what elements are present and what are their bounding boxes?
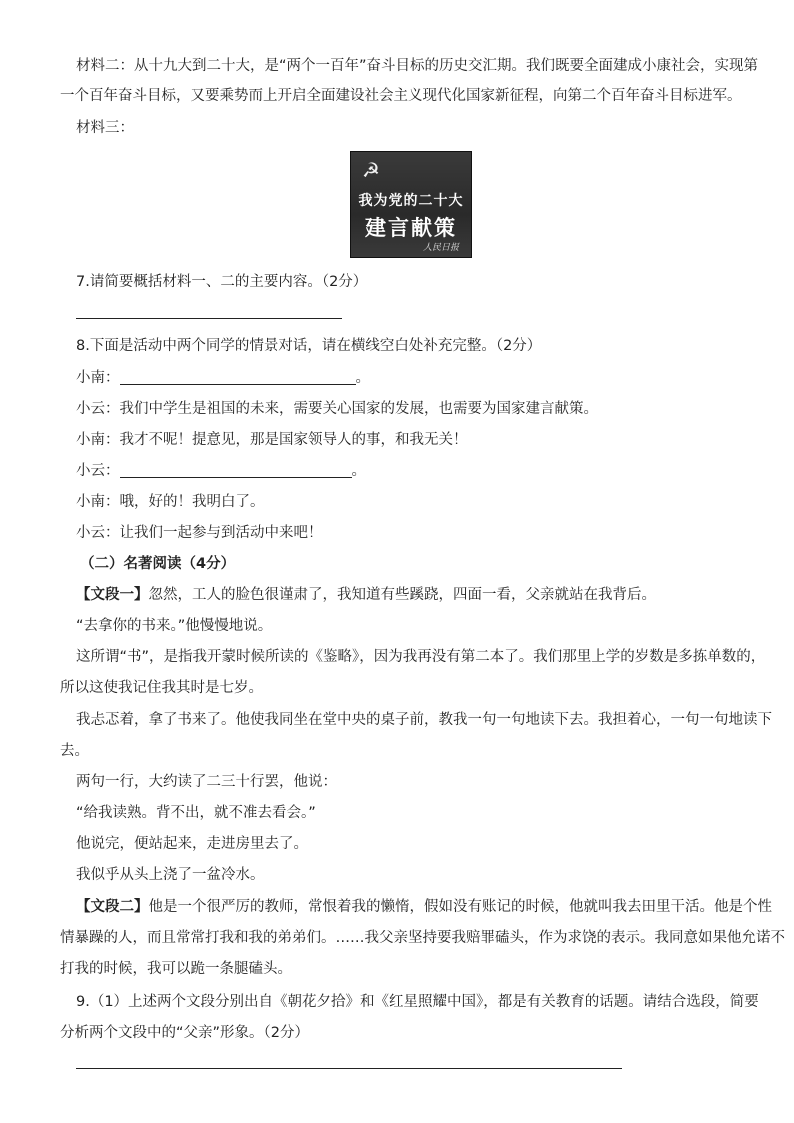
dialogue-end: 。: [355, 370, 370, 386]
speaker: 小云：: [76, 525, 120, 541]
question-9-line1: 9.（1）上述两个文段分别出自《朝花夕拾》和《红星照耀中国》，都是有关教育的话题。请结合选段，简要: [76, 994, 759, 1010]
passage1-line8: 我似乎从头上浇了一盆冷水。: [76, 867, 265, 883]
passage1-line6: “给我读熟。背不出，就不准去看会。”: [76, 805, 316, 821]
speaker: 小云：: [76, 463, 120, 479]
material3-label: 材料三：: [76, 120, 134, 136]
answer-line-q9[interactable]: [76, 1068, 622, 1069]
dialogue-line-1: [76, 362, 756, 394]
passage1-line7: 他说完，便站起来，走进房里去了。: [76, 836, 308, 852]
dialogue-text: 我们中学生是祖国的未来，需要关心国家的发展，也需要为国家建言献策。: [119, 401, 598, 417]
passage1-tag: 【文段一】: [76, 587, 149, 603]
passage1-line5: 两句一行，大约读了二三十行罢，他说：: [76, 774, 337, 790]
dialogue-text: 让我们一起参与到活动中来吧！: [119, 525, 323, 541]
question-7: 7.请简要概括材料一、二的主要内容。（2分）: [76, 274, 368, 290]
poster-subtitle: 我为党的二十大: [358, 193, 464, 209]
passage1-line3a: 这所谓“书”，是指我开蒙时候所读的《鉴略》，因为我再没有第二本了。我们那里上学的岁数是多拣单数的，: [76, 649, 766, 665]
question-8: 8.下面是活动中两个同学的情景对话，请在横线空白处补充完整。（2分）: [76, 338, 542, 354]
speaker: 小南：: [76, 432, 120, 448]
dialogue-line-4: [76, 455, 756, 487]
dialogue-line-2: [76, 393, 756, 425]
poster-image: [350, 151, 472, 258]
poster-title: 建言献策: [365, 216, 457, 240]
passage2-line1: [76, 891, 772, 923]
passage2-text: 他是一个很严厉的教师，常恨着我的懒惰，假如没有账记的时候，他就叫我去田里干活。他是个性: [148, 899, 772, 915]
passage1-line1: [76, 579, 756, 611]
passage1-line4b: 去。: [60, 743, 89, 759]
passage1-text: 忽然，工人的脸色很谨肃了，我知道有些蹊跷，四面一看，父亲就站在我背后。: [148, 587, 656, 603]
dialogue-line-5: [76, 486, 756, 518]
dialogue-line-3: [76, 424, 756, 456]
passage2-line3: 打我的时候，我可以跪一条腿磕头。: [60, 961, 292, 977]
speaker: 小云：: [76, 401, 120, 417]
dialogue-line-6: [76, 517, 756, 549]
material2-line1: 材料二：从十九大到二十大，是“两个一百年”奋斗目标的历史交汇期。我们既要全面建成小康社会，实现第: [76, 58, 759, 74]
passage2-tag: 【文段二】: [76, 899, 149, 915]
section-heading: （二）名著阅读（4分）: [80, 556, 236, 572]
dialogue-text: 哦，好的！我明白了。: [119, 494, 265, 510]
passage1-line3b: 所以这使我记住我其时是七岁。: [60, 680, 263, 696]
passage1-line2: “去拿你的书来。”他慢慢地说。: [76, 618, 273, 634]
answer-line-q7[interactable]: [76, 318, 342, 319]
answer-blank-2[interactable]: [120, 459, 352, 478]
dialogue-end: 。: [351, 463, 366, 479]
question-9-line2: 分析两个文段中的“父亲”形象。（2分）: [60, 1025, 309, 1041]
material2-line2: 一个百年奋斗目标，又要乘势而上开启全面建设社会主义现代化国家新征程，向第二个百年奋斗目标进军。: [60, 88, 742, 104]
speaker: 小南：: [76, 370, 120, 386]
party-emblem-icon: ☭: [362, 158, 380, 182]
speaker: 小南：: [76, 494, 120, 510]
poster-signature: 人民日报: [422, 243, 459, 253]
answer-blank-1[interactable]: [120, 366, 356, 385]
dialogue-text: 我才不呢！提意见，那是国家领导人的事，和我无关！: [119, 432, 468, 448]
passage1-line4a: 我忐忑着，拿了书来了。他使我同坐在堂中央的桌子前，教我一句一句地读下去。我担着心，一句一句地读下: [76, 712, 772, 728]
passage2-line2: 情暴躁的人，而且常常打我和我的弟弟们。……我父亲坚持要我赔罪磕头，作为求饶的表示。我同意如果他允诺不: [60, 930, 785, 946]
